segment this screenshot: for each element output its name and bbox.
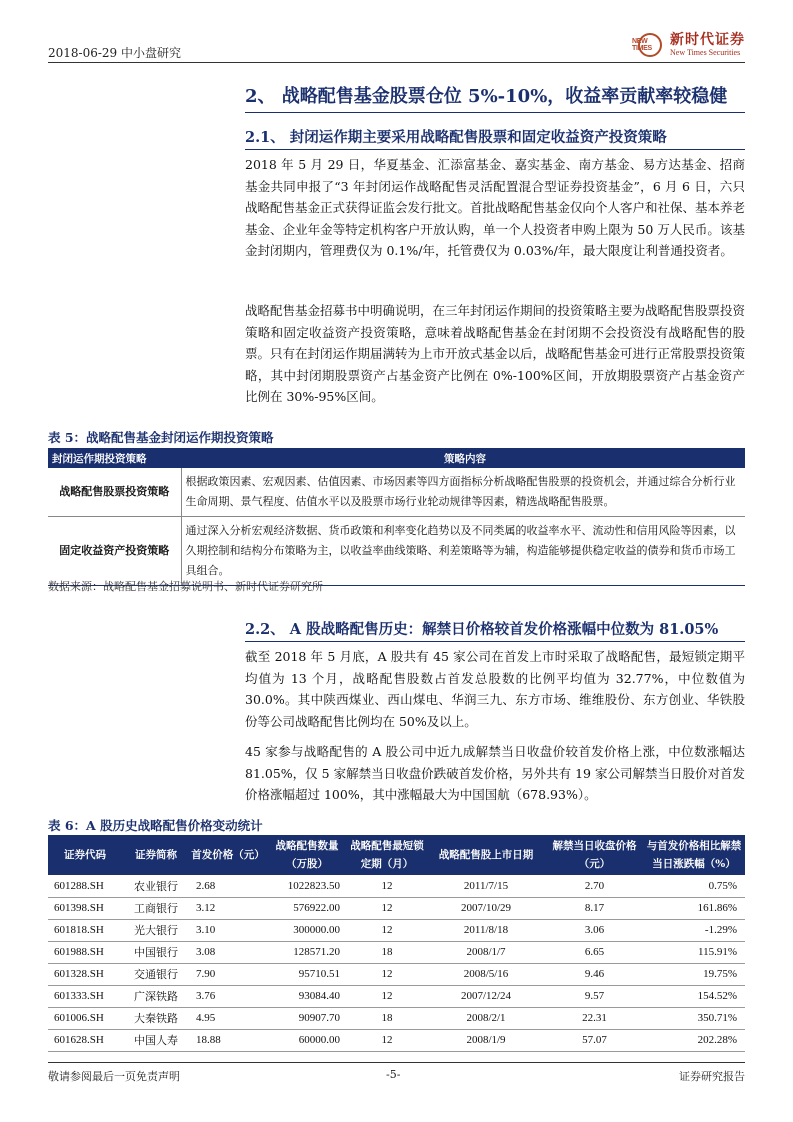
table6-placement-shares-cell: 300000.00 xyxy=(266,919,348,941)
table6-lockup-months-cell: 12 xyxy=(348,875,426,897)
table6-header-cell: 战略配售最短锁定期（月） xyxy=(348,835,426,875)
table6-listing-date-cell: 2008/1/7 xyxy=(426,941,546,963)
table6-unlock-change-pct-cell: 0.75% xyxy=(643,875,745,897)
table6-listing-date-cell: 2008/5/16 xyxy=(426,963,546,985)
table5-strategy-name: 固定收益资产投资策略 xyxy=(48,517,181,586)
table6-stock-code-cell: 601628.SH xyxy=(48,1029,122,1051)
table6-placement-shares-cell: 93084.40 xyxy=(266,985,348,1007)
logo-english-name: New Times Securities xyxy=(670,48,741,57)
table-row xyxy=(48,875,745,897)
table6-unlock-close-price-cell: 2.70 xyxy=(546,875,643,897)
table6-unlock-close-price-cell: 22.31 xyxy=(546,1007,643,1029)
table5-header-cell: 策略内容 xyxy=(181,448,745,468)
table5-source: 数据来源：战略配售基金招募说明书、新时代证券研究所 xyxy=(48,580,323,593)
table-row xyxy=(48,897,745,919)
table-row xyxy=(48,919,745,941)
table6-unlock-change-pct-cell: 161.86% xyxy=(643,897,745,919)
table5-header-row xyxy=(48,448,745,468)
table6-placement-shares-cell: 576922.00 xyxy=(266,897,348,919)
paragraph-2-2-b: 45 家参与战略配售的 A 股公司中近九成解禁当日收盘价较首发价格上涨，中位数涨幅达 81.05%，仅 5 家解禁当日收盘价跌破首发价格，另外共有 19 家公司解禁当日股价对首发价格涨幅超过 100%，其中涨幅最大为中国国航（678.93%）。 xyxy=(245,744,745,802)
table-row xyxy=(48,517,745,586)
table6-placement-shares-cell: 90907.70 xyxy=(266,1007,348,1029)
table6 xyxy=(48,835,745,1052)
table6-placement-shares-cell: 95710.51 xyxy=(266,963,348,985)
table6-unlock-change-pct-cell: 202.28% xyxy=(643,1029,745,1051)
logo-emblem-icon xyxy=(632,32,666,58)
subsection-title-2-1: 2.1、 封闭运作期主要采用战略配售股票和固定收益资产投资策略 xyxy=(245,129,667,146)
table6-lockup-months-cell: 12 xyxy=(348,985,426,1007)
table6-unlock-close-price-cell: 57.07 xyxy=(546,1029,643,1051)
footer-disclaimer-note: 敬请参阅最后一页免责声明 xyxy=(48,1070,180,1083)
table6-ipo-price-cell: 3.10 xyxy=(190,919,266,941)
logo-chinese-name: 新时代证券 xyxy=(670,32,745,48)
table6-caption: 表 6：A 股历史战略配售价格变动统计 xyxy=(48,818,263,833)
table6-stock-code-cell: 601398.SH xyxy=(48,897,122,919)
subsection-title-2-2: 2.2、 A 股战略配售历史：解禁日价格较首发价格涨幅中位数为 81.05% xyxy=(245,621,719,638)
table6-header-cell: 战略配售股上市日期 xyxy=(426,835,546,875)
table6-header-row xyxy=(48,835,745,875)
table5-header-cell: 封闭运作期投资策略 xyxy=(48,448,181,468)
table6-stock-name-cell: 中国人寿 xyxy=(122,1029,190,1051)
company-logo xyxy=(632,30,745,60)
table5 xyxy=(48,448,745,586)
table6-ipo-price-cell: 3.08 xyxy=(190,941,266,963)
table6-stock-name-cell: 工商银行 xyxy=(122,897,190,919)
table-row xyxy=(48,941,745,963)
table6-ipo-price-cell: 7.90 xyxy=(190,963,266,985)
table5-strategy-content: 根据政策因素、宏观因素、估值因素、市场因素等四方面指标分析战略配售股票的投资机会，并通过综合分析行业生命周期、景气程度、估值水平以及股票市场行业轮动规律等因素，精选战略配售股票。 xyxy=(181,468,745,517)
table6-listing-date-cell: 2007/12/24 xyxy=(426,985,546,1007)
table6-unlock-close-price-cell: 9.46 xyxy=(546,963,643,985)
table6-unlock-close-price-cell: 9.57 xyxy=(546,985,643,1007)
table6-stock-name-cell: 中国银行 xyxy=(122,941,190,963)
header-divider xyxy=(48,62,745,63)
table6-header-cell: 首发价格（元） xyxy=(190,835,266,875)
table6-lockup-months-cell: 12 xyxy=(348,919,426,941)
table6-ipo-price-cell: 3.76 xyxy=(190,985,266,1007)
table6-listing-date-cell: 2011/7/15 xyxy=(426,875,546,897)
table-row xyxy=(48,1029,745,1051)
table6-listing-date-cell: 2007/10/29 xyxy=(426,897,546,919)
footer-divider xyxy=(48,1062,745,1063)
footer-report-type: 证券研究报告 xyxy=(679,1070,745,1083)
table6-stock-name-cell: 大秦铁路 xyxy=(122,1007,190,1029)
table6-ipo-price-cell: 3.12 xyxy=(190,897,266,919)
table6-lockup-months-cell: 18 xyxy=(348,1007,426,1029)
subsection-2-2-underline xyxy=(245,641,745,642)
table6-stock-code-cell: 601288.SH xyxy=(48,875,122,897)
table6-lockup-months-cell: 12 xyxy=(348,1029,426,1051)
table6-lockup-months-cell: 12 xyxy=(348,963,426,985)
table6-placement-shares-cell: 1022823.50 xyxy=(266,875,348,897)
table6-stock-code-cell: 601988.SH xyxy=(48,941,122,963)
table6-stock-code-cell: 601328.SH xyxy=(48,963,122,985)
table6-stock-code-cell: 601818.SH xyxy=(48,919,122,941)
table6-header-cell: 证券简称 xyxy=(122,835,190,875)
logo-mark-text: NEW TIMES xyxy=(632,38,652,52)
table6-listing-date-cell: 2008/1/9 xyxy=(426,1029,546,1051)
table6-unlock-change-pct-cell: 19.75% xyxy=(643,963,745,985)
table6-unlock-close-price-cell: 6.65 xyxy=(546,941,643,963)
table6-unlock-change-pct-cell: 350.71% xyxy=(643,1007,745,1029)
table6-header-cell: 解禁当日收盘价格（元） xyxy=(546,835,643,875)
table6-placement-shares-cell: 60000.00 xyxy=(266,1029,348,1051)
table-row xyxy=(48,1007,745,1029)
table6-header-cell: 与首发价格相比解禁当日涨跌幅（%） xyxy=(643,835,745,875)
table6-ipo-price-cell: 18.88 xyxy=(190,1029,266,1051)
table5-caption: 表 5：战略配售基金封闭运作期投资策略 xyxy=(48,430,274,445)
table6-header-cell: 战略配售数量（万股） xyxy=(266,835,348,875)
table6-body xyxy=(48,875,745,1051)
header-date-section: 2018-06-29 中小盘研究 xyxy=(48,46,182,60)
paragraph-2-2-a: 截至 2018 年 5 月底，A 股共有 45 家公司在首发上市时采取了战略配售，最短锁定期平均值为 13 个月，战略配售股数占首发总股数的比例平均值为 32.77%，中位数值为 30.0%。其中陕西煤业、西山煤电、华润三九、东方市场、维维股份、东方创业、华铁股份等公司战略配售比例均在 50%及以上。 xyxy=(245,649,745,729)
table6-listing-date-cell: 2011/8/18 xyxy=(426,919,546,941)
subsection-2-1-underline xyxy=(245,149,745,150)
table6-stock-code-cell: 601006.SH xyxy=(48,1007,122,1029)
table6-placement-shares-cell: 128571.20 xyxy=(266,941,348,963)
table6-ipo-price-cell: 4.95 xyxy=(190,1007,266,1029)
table6-stock-code-cell: 601333.SH xyxy=(48,985,122,1007)
section-title-underline xyxy=(245,112,745,113)
table6-stock-name-cell: 交通银行 xyxy=(122,963,190,985)
table6-stock-name-cell: 广深铁路 xyxy=(122,985,190,1007)
table6-unlock-close-price-cell: 8.17 xyxy=(546,897,643,919)
table5-strategy-name: 战略配售股票投资策略 xyxy=(48,468,181,517)
table6-stock-name-cell: 光大银行 xyxy=(122,919,190,941)
table6-unlock-change-pct-cell: 154.52% xyxy=(643,985,745,1007)
page-header xyxy=(48,30,745,63)
table6-header-cell: 证券代码 xyxy=(48,835,122,875)
paragraph-2-1-a: 2018 年 5 月 29 日，华夏基金、汇添富基金、嘉实基金、南方基金、易方达基金、招商基金共同申报了“3 年封闭运作战略配售灵活配置混合型证券投资基金”，6 月 6 日，六只战略配售基金正式获得证监会发行批文。首批战略配售基金仅向个人客户和社保、基本养老基金、企业年金等特定机构客户开放认购，单一个人投资者申购上限为 50 万人民币。该基金封闭期内，管理费仅为 0.1%/年，托管费仅为 0.03%/年，最大限度让利普通投资者。 xyxy=(245,157,746,258)
page-number: -5- xyxy=(386,1068,401,1081)
table5-strategy-content: 通过深入分析宏观经济数据、货币政策和利率变化趋势以及不同类属的收益率水平、流动性和信用风险等因素，以久期控制和结构分布策略为主，以收益率曲线策略、利差策略等为辅，构造能够提供稳定收益的债券和货币市场工具组合。 xyxy=(181,517,745,586)
section-title: 2、 战略配售基金股票仓位 5%-10%，收益率贡献率较稳健 xyxy=(245,86,728,107)
table6-unlock-close-price-cell: 3.06 xyxy=(546,919,643,941)
table-row xyxy=(48,963,745,985)
paragraph-2-1-b: 战略配售基金招募书中明确说明，在三年封闭运作期间的投资策略主要为战略配售股票投资策略和固定收益资产投资策略，意味着战略配售基金在封闭期不会投资没有战略配售的股票。只有在封闭运作期届满转为上市开放式基金以后，战略配售基金可进行正常股票投资策略，其中封闭期股票资产占基金资产比例在 0%-100%区间，开放期股票资产占基金资产比例在 30%-95%区间。 xyxy=(245,303,746,404)
table6-stock-name-cell: 农业银行 xyxy=(122,875,190,897)
table6-lockup-months-cell: 12 xyxy=(348,897,426,919)
table6-listing-date-cell: 2008/2/1 xyxy=(426,1007,546,1029)
table6-ipo-price-cell: 2.68 xyxy=(190,875,266,897)
table6-unlock-change-pct-cell: -1.29% xyxy=(643,919,745,941)
table6-unlock-change-pct-cell: 115.91% xyxy=(643,941,745,963)
table-row xyxy=(48,468,745,517)
table-row xyxy=(48,985,745,1007)
table6-lockup-months-cell: 18 xyxy=(348,941,426,963)
